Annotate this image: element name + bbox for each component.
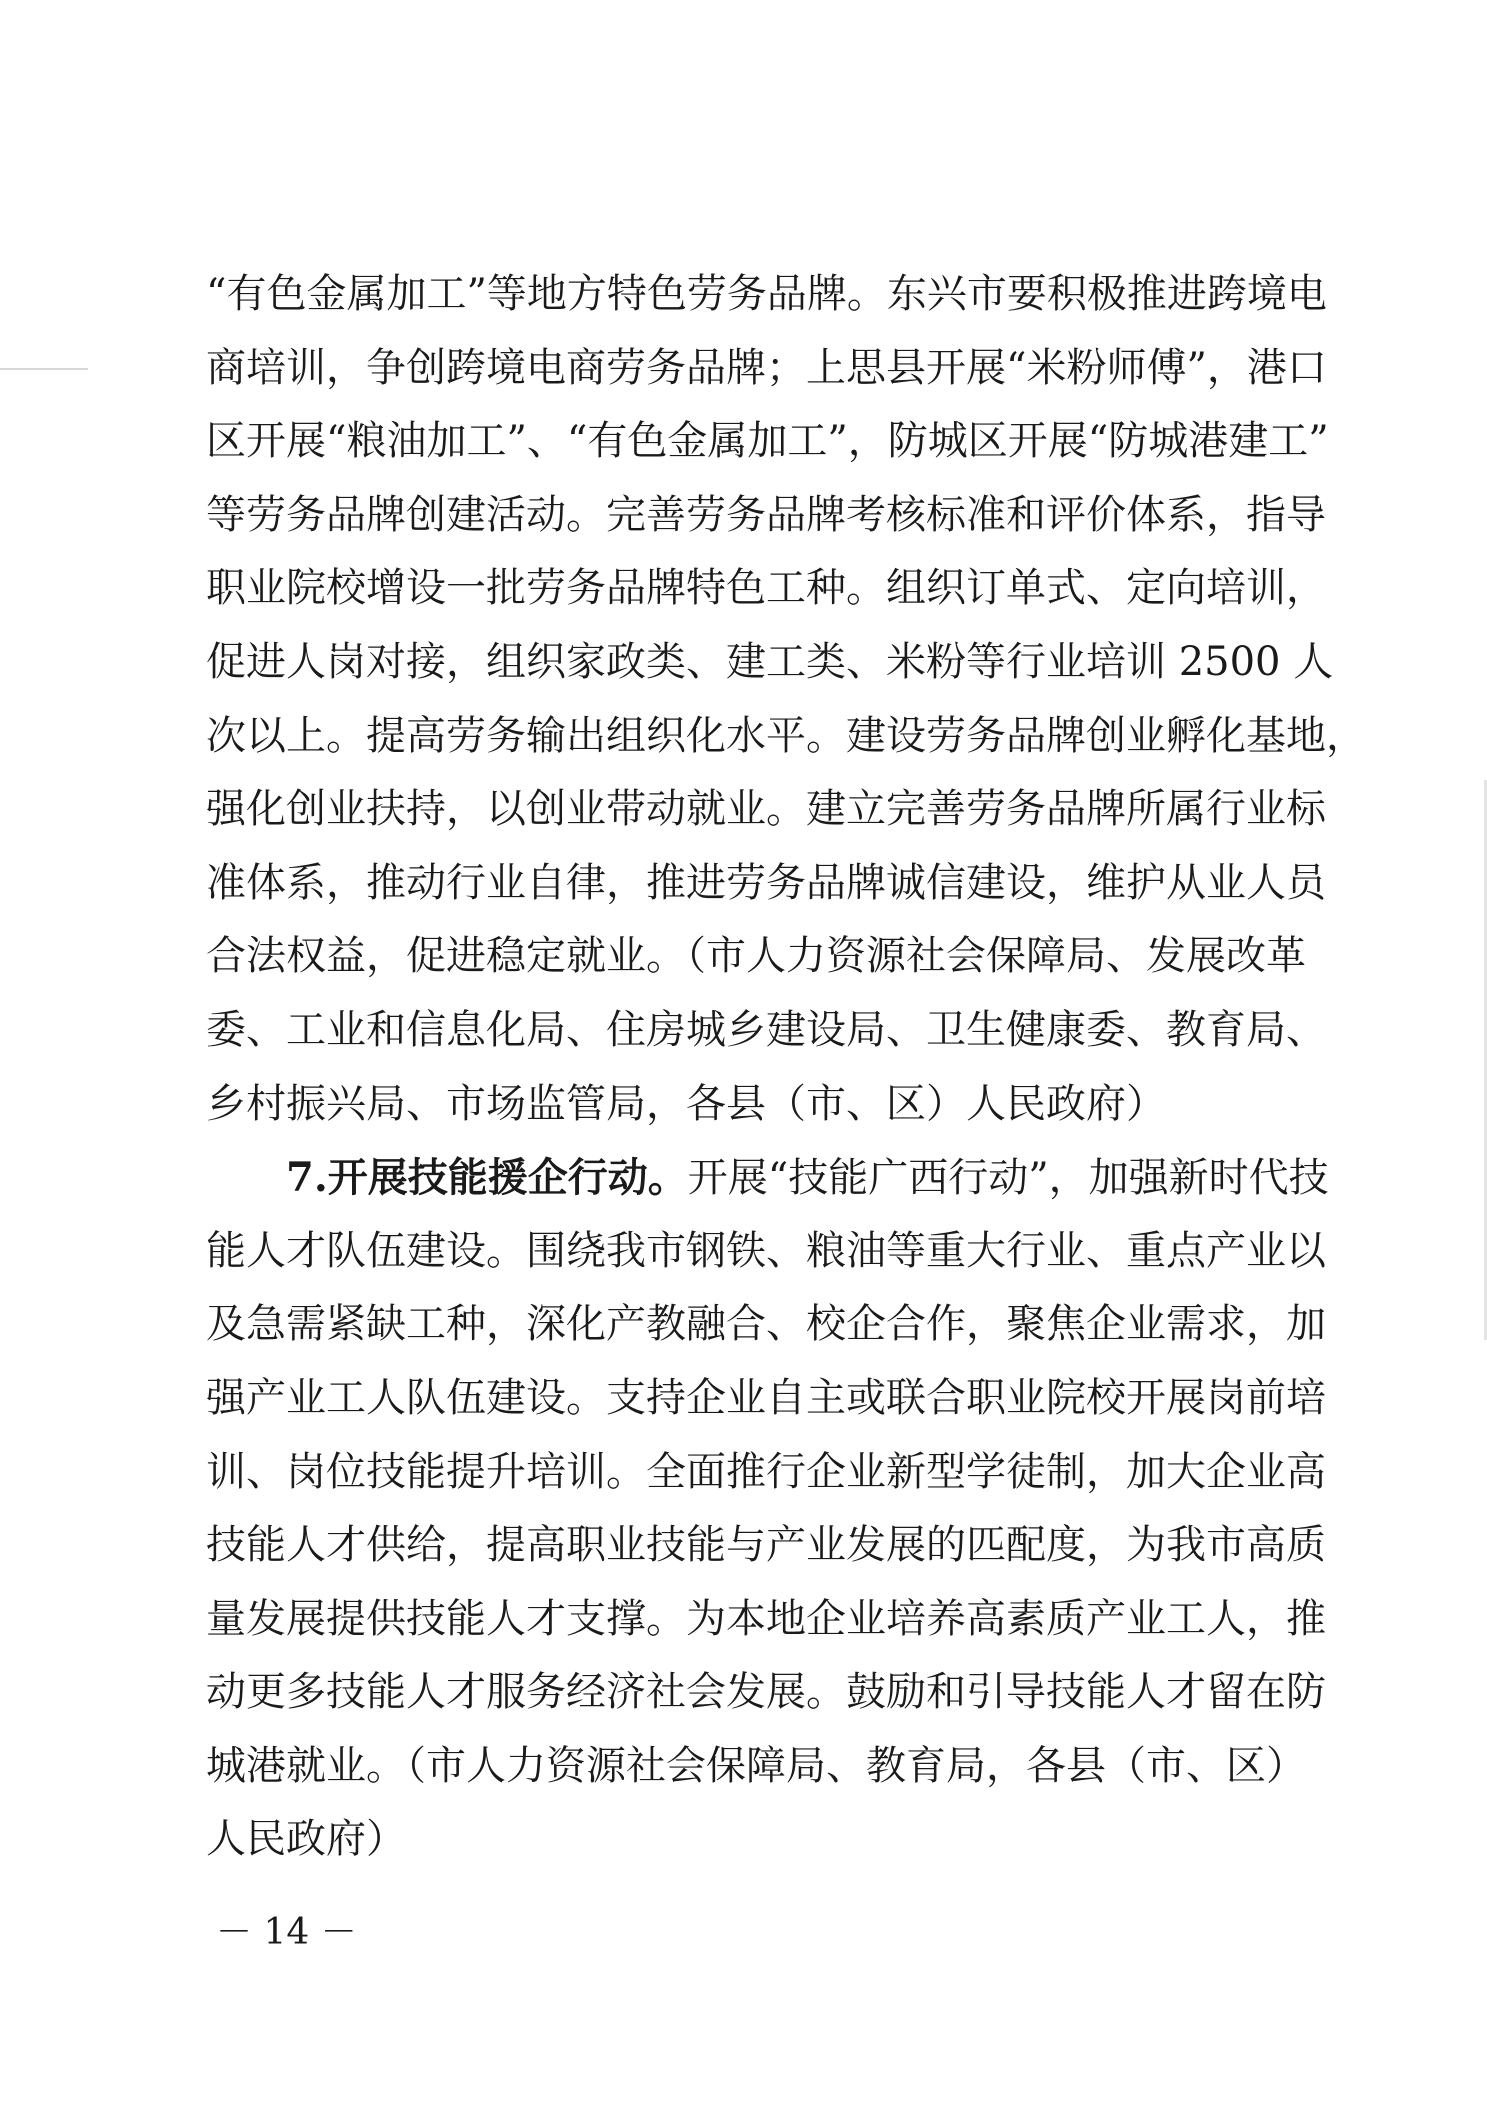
paragraph-line: 人民政府） bbox=[206, 1816, 406, 1863]
paragraph-line: 强产业工人队伍建设。支持企业自主或联合职业院校开展岗前培 bbox=[206, 1374, 1326, 1421]
paragraph-line: 准体系，推动行业自律，推进劳务品牌诚信建设，维护从业人员 bbox=[206, 859, 1326, 906]
paragraph-line: 委、工业和信息化局、住房城乡建设局、卫生健康委、教育局、 bbox=[206, 1006, 1326, 1053]
scan-edge-mark bbox=[0, 368, 88, 370]
paragraph-line: 职业院校增设一批劳务品牌特色工种。组织订单式、定向培训， bbox=[206, 565, 1326, 612]
section-7-heading: 7.开展技能援企行动。 bbox=[286, 1154, 688, 1202]
paragraph-line: “有色金属加工”等地方特色劳务品牌。东兴市要积极推进跨境电 bbox=[206, 271, 1327, 317]
paragraph-line: 城港就业。（市人力资源社会保障局、教育局，各县（市、区） bbox=[206, 1742, 1306, 1789]
paragraph-line: 及急需紧缺工种，深化产教融合、校企合作，聚焦企业需求，加 bbox=[206, 1301, 1326, 1348]
paragraph-line: 能人才队伍建设。围绕我市钢铁、粮油等重大行业、重点产业以 bbox=[206, 1227, 1326, 1274]
paragraph-line: 合法权益，促进稳定就业。（市人力资源社会保障局、发展改革 bbox=[206, 933, 1306, 980]
section-7-first-line-text: 开展“技能广西行动”，加强新时代技 bbox=[687, 1155, 1329, 1202]
paragraph-line: 量发展提供技能人才支撑。为本地企业培养高素质产业工人，推 bbox=[206, 1595, 1326, 1642]
paragraph-line: 次以上。提高劳务输出组织化水平。建设劳务品牌创业孵化基地， bbox=[206, 712, 1366, 759]
section-7-first-line bbox=[206, 1141, 1329, 1215]
paragraph-line: 促进人岗对接，组织家政类、建工类、米粉等行业培训 2500 人 bbox=[206, 638, 1334, 685]
paragraph-line: 强化创业扶持，以创业带动就业。建立完善劳务品牌所属行业标 bbox=[206, 786, 1326, 833]
paragraph-line: 区开展“粮油加工”、“有色金属加工”，防城区开展“防城港建工” bbox=[206, 418, 1329, 465]
paragraph-line: 技能人才供给，提高职业技能与产业发展的匹配度，为我市高质 bbox=[206, 1522, 1326, 1569]
page-number: － 14 － bbox=[216, 1912, 357, 1953]
paragraph-line: 等劳务品牌创建活动。完善劳务品牌考核标准和评价体系，指导 bbox=[206, 491, 1326, 538]
paragraph-line: 动更多技能人才服务经济社会发展。鼓励和引导技能人才留在防 bbox=[206, 1669, 1326, 1716]
body-text bbox=[206, 258, 1366, 1877]
paragraph-line: 乡村振兴局、市场监管局，各县（市、区）人民政府） bbox=[206, 1080, 1166, 1127]
paragraph-line: 商培训，争创跨境电商劳务品牌；上思县开展“米粉师傅”，港口 bbox=[206, 344, 1327, 391]
paragraph-line: 训、岗位技能提升培训。全面推行企业新型学徒制，加大企业高 bbox=[206, 1448, 1326, 1495]
